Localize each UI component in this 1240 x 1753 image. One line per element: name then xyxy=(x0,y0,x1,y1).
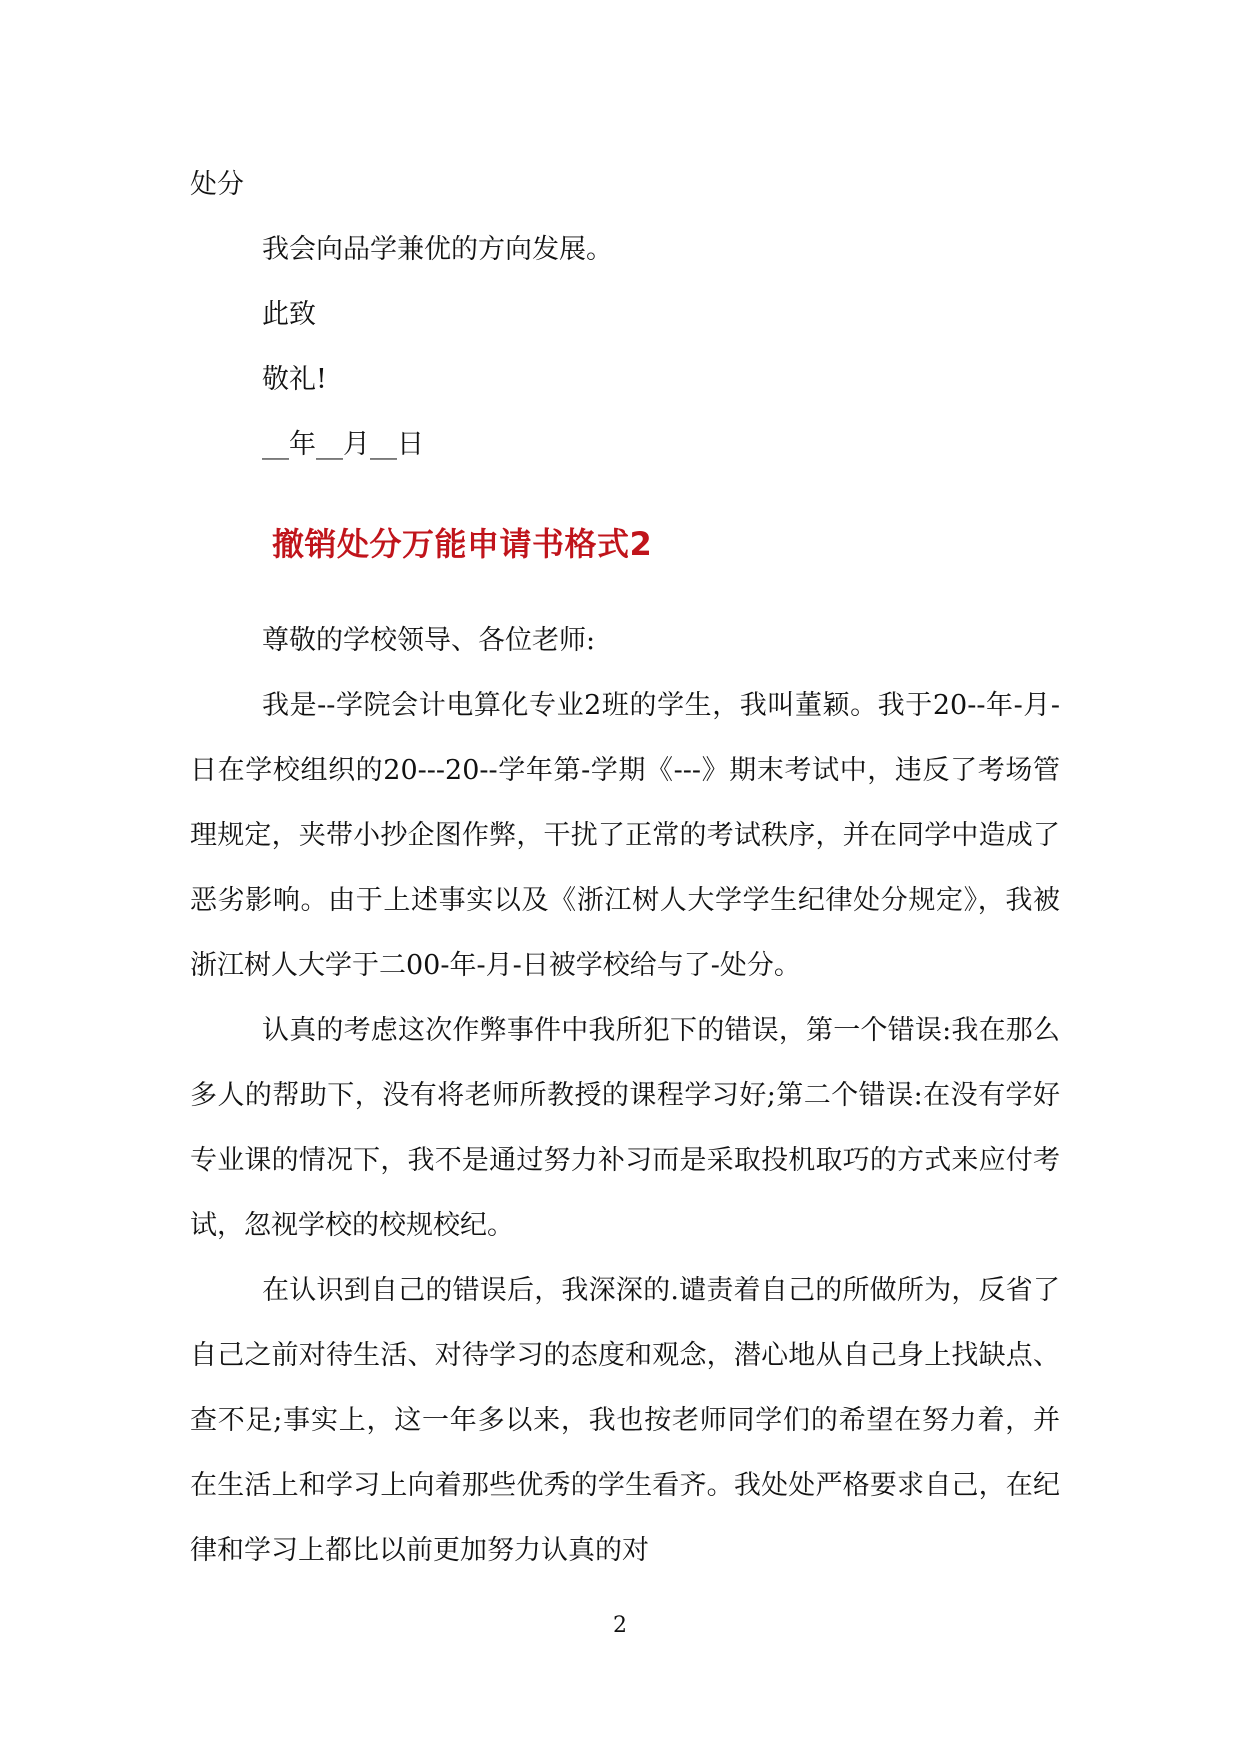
body-paragraph-1: 我是--学院会计电算化专业2班的学生，我叫董颖。我于20--年-月-日在学校组织的20---20--学年第-学期《---》期末考试中，违反了考场管理规定，夹带小抄企图作弊，干扰了正常的考试秩序，并在同学中造成了恶劣影响。由于上述事实以及《浙江树人大学学生纪律处分规定》，我被浙江树人大学于二00-年-月-日被学校给与了-处分。 xyxy=(190,690,1060,981)
letter-greeting: 尊敬的学校领导、各位老师: xyxy=(262,625,596,656)
date-line: __年__月__日 xyxy=(262,429,424,460)
body-paragraph-3: 在认识到自己的错误后，我深深的.谴责着自己的所做所为，反省了自己之前对待生活、对待学习的态度和观念，潜心地从自己身上找缺点、查不足;事实上，这一年多以来，我也按老师同学们的希望在努力着，并在生活上和学习上向着那些优秀的学生看齐。我处处严格要求自己，在纪律和学习上都比以前更加努力认真的对 xyxy=(190,1275,1060,1566)
section-title: 撤销处分万能申请书格式2 xyxy=(272,525,653,563)
salutation-line-2: 敬礼! xyxy=(262,364,327,395)
page-number: 2 xyxy=(613,1613,627,1638)
body-paragraph-2: 认真的考虑这次作弊事件中我所犯下的错误，第一个错误:我在那么多人的帮助下，没有将老师所教授的课程学习好;第二个错误:在没有学好专业课的情况下，我不是通过努力补习而是采取投机取巧的方式来应付考试，忽视学校的校规校纪。 xyxy=(190,1015,1060,1241)
closing-sentence: 我会向品学兼优的方向发展。 xyxy=(262,234,613,265)
page-content xyxy=(190,152,1060,1583)
continuation-text: 处分 xyxy=(190,169,244,200)
salutation-line-1: 此致 xyxy=(262,299,316,330)
